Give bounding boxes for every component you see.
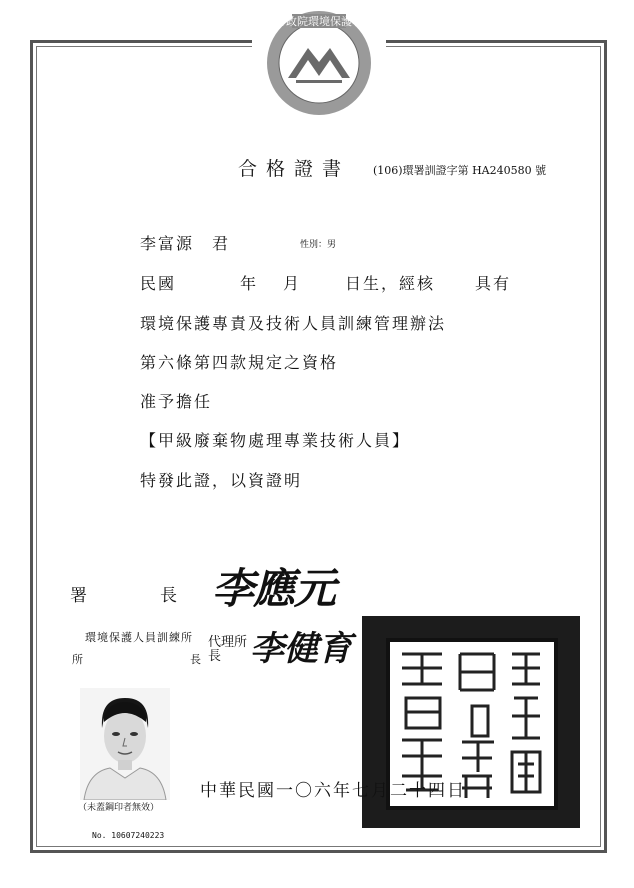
birth-day-label: 日生，經核 [345,274,436,293]
birth-prefix: 民國 [140,274,177,293]
holder-name: 李富源 君 [140,234,231,253]
acting-director-label: 代理所長 [208,635,248,664]
appointment-line: 准予擔任 [140,392,213,411]
regulation-line: 環境保護專責及技術人員訓練管理辦法 [140,314,447,333]
issue-date: 中華民國一〇六年七月二十四日 [200,781,466,801]
birth-month-label: 月 [283,274,300,293]
issuance-statement: 特發此證，以資證明 [140,471,303,490]
director-signature: 李應元 [212,564,336,613]
certificate-number: (106)環署訓證字第 HA240580 號 [373,164,547,177]
director-label-2: 長 [160,586,177,606]
qualification-has: 具有 [475,274,512,293]
photo-serial-number: No. 10607240223 [92,831,165,840]
emblem-org-name: 行政院環境保護署 [275,15,363,28]
position-title: 【甲級廢棄物處理專業技術人員】 [140,431,411,450]
director-label-1: 署 [70,586,87,606]
portrait-image [80,688,170,800]
acting-director-signature: 李健育 [250,629,352,669]
institute-label-1: 所 [72,653,83,666]
holder-gender: 性別：男 [300,240,337,250]
epa-logo-icon [252,6,386,116]
holder-photo [80,688,170,800]
photo-validity-note: （未蓋鋼印者無效） [78,803,160,813]
institute-name: 環境保護人員訓練所 [85,631,193,644]
institute-label-2: 長 [190,653,201,666]
article-line: 第六條第四款規定之資格 [140,353,339,372]
certificate-title: 合格證書 [238,158,351,180]
epa-emblem [252,6,386,116]
birth-year-label: 年 [240,274,257,293]
